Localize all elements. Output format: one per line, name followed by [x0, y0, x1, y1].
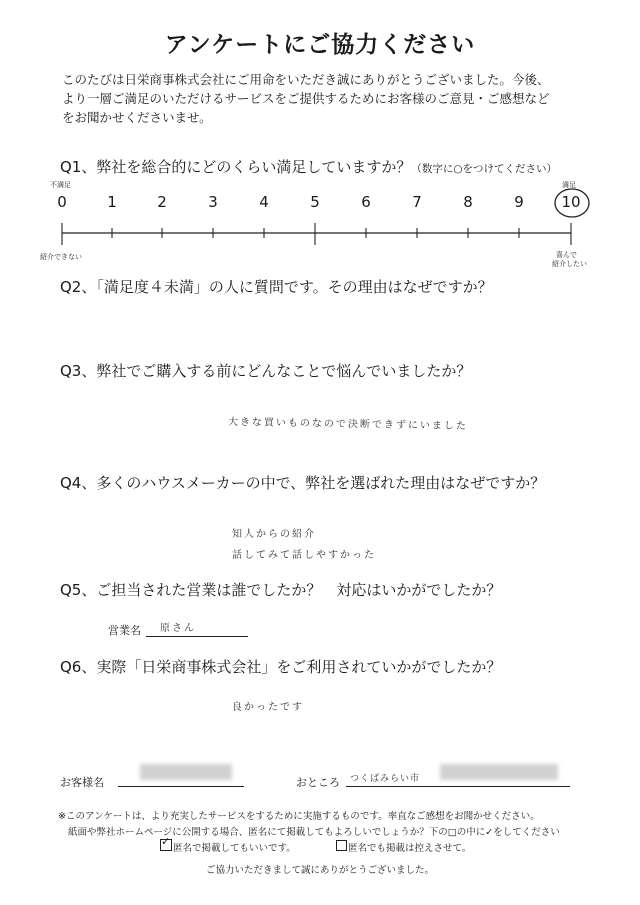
- thanks-message: ご協力いただきまして誠にありがとうございました。: [205, 865, 434, 876]
- scale-option[interactable]: 7: [412, 193, 422, 211]
- sales-name-underline: [146, 636, 248, 637]
- redacted-address: [440, 764, 558, 780]
- scale-high-bottom-label-2: 紹介したい: [552, 260, 587, 268]
- customer-address-value: つくばみらい市: [350, 774, 421, 784]
- scale-option[interactable]: 5: [310, 193, 320, 211]
- scale-option[interactable]: 2: [157, 193, 167, 211]
- scale-option[interactable]: 0: [57, 193, 67, 211]
- checkmark-icon: ✓: [161, 835, 171, 848]
- customer-address-underline: [346, 786, 570, 787]
- question-6-answer: 良かったです: [232, 702, 304, 713]
- intro-line: をお聞かせくださいませ。: [62, 110, 212, 125]
- survey-title: アンケートにご協力ください: [164, 32, 476, 58]
- question-1-note: （数字に○をつけてください）: [411, 163, 558, 175]
- question-4-answer-1: 知人からの紹介: [232, 529, 316, 540]
- question-6-text: Q6、実際「日栄商事株式会社」をご利用されていかがでしたか？: [60, 658, 502, 676]
- selected-circle-mark: [555, 189, 589, 217]
- anonymous-ok-checkbox[interactable]: [160, 835, 172, 851]
- scale-option[interactable]: 1: [107, 193, 117, 211]
- question-4-answer-2: 話してみて話しやすかった: [232, 550, 376, 561]
- scale-ticks: [62, 223, 571, 245]
- decline-publish-checkbox[interactable]: [336, 840, 347, 851]
- scale-option[interactable]: 9: [514, 193, 524, 211]
- question-3-answer: 大きな買いものなので決断できずにいました: [227, 416, 469, 433]
- scale-low-label: 不満足: [50, 181, 71, 189]
- scale-low-bottom-label: 紹介できない: [40, 253, 82, 261]
- intro-line: より一層ご満足のいただけるサービスをご提供するためにお客様のご意見・ご感想など: [62, 91, 550, 106]
- anonymous-ok-label: 匿名で掲載してもいいです。: [173, 843, 296, 854]
- question-2-text: Q2、「満足度４未満」の人に質問です。その理由はなぜですか？: [60, 278, 493, 296]
- scale-option[interactable]: 6: [361, 193, 371, 211]
- scale-high-label: 満足: [562, 181, 576, 189]
- decline-publish-label: 匿名でも掲載は控えさせて。: [348, 843, 472, 854]
- footer-note-1: ※このアンケートは、より充実したサービスをするために実施するものです。率直なご感想をお聞かせください。: [58, 811, 540, 822]
- question-3-text: Q3、弊社でご購入する前にどんなことで悩んでいましたか？: [60, 362, 472, 380]
- customer-name-label: お客様名: [60, 776, 104, 789]
- scale-option[interactable]: 8: [463, 193, 473, 211]
- question-1-text: Q1、弊社を総合的にどのくらい満足していますか？: [60, 158, 412, 176]
- footer-note-2: 紙面や弊社ホームページに公開する場合、匿名にて掲載してもよろしいでしょうか？下の□の中に✓をしてください: [68, 827, 560, 838]
- redacted-name: [140, 764, 232, 780]
- customer-name-underline: [118, 786, 244, 787]
- scale-high-bottom-label-1: 喜んで: [556, 251, 577, 259]
- scale-line-svg: [0, 0, 640, 300]
- customer-address-label: おところ: [296, 776, 340, 789]
- sales-name-label: 営業名: [108, 624, 141, 637]
- question-4-text: Q4、多くのハウスメーカーの中で、弊社を選ばれた理由はなぜですか？: [60, 474, 546, 492]
- intro-line: このたびは日栄商事株式会社にご用命をいただき誠にありがとうございました。今後、: [62, 72, 550, 87]
- sales-name-value: 原さん: [160, 623, 196, 634]
- question-5-text: Q5、ご担当された営業は誰でしたか？ 対応はいかがでしたか？: [60, 581, 502, 599]
- scale-option[interactable]: 4: [259, 193, 269, 211]
- scale-option[interactable]: 10: [561, 193, 581, 211]
- scale-option[interactable]: 3: [208, 193, 218, 211]
